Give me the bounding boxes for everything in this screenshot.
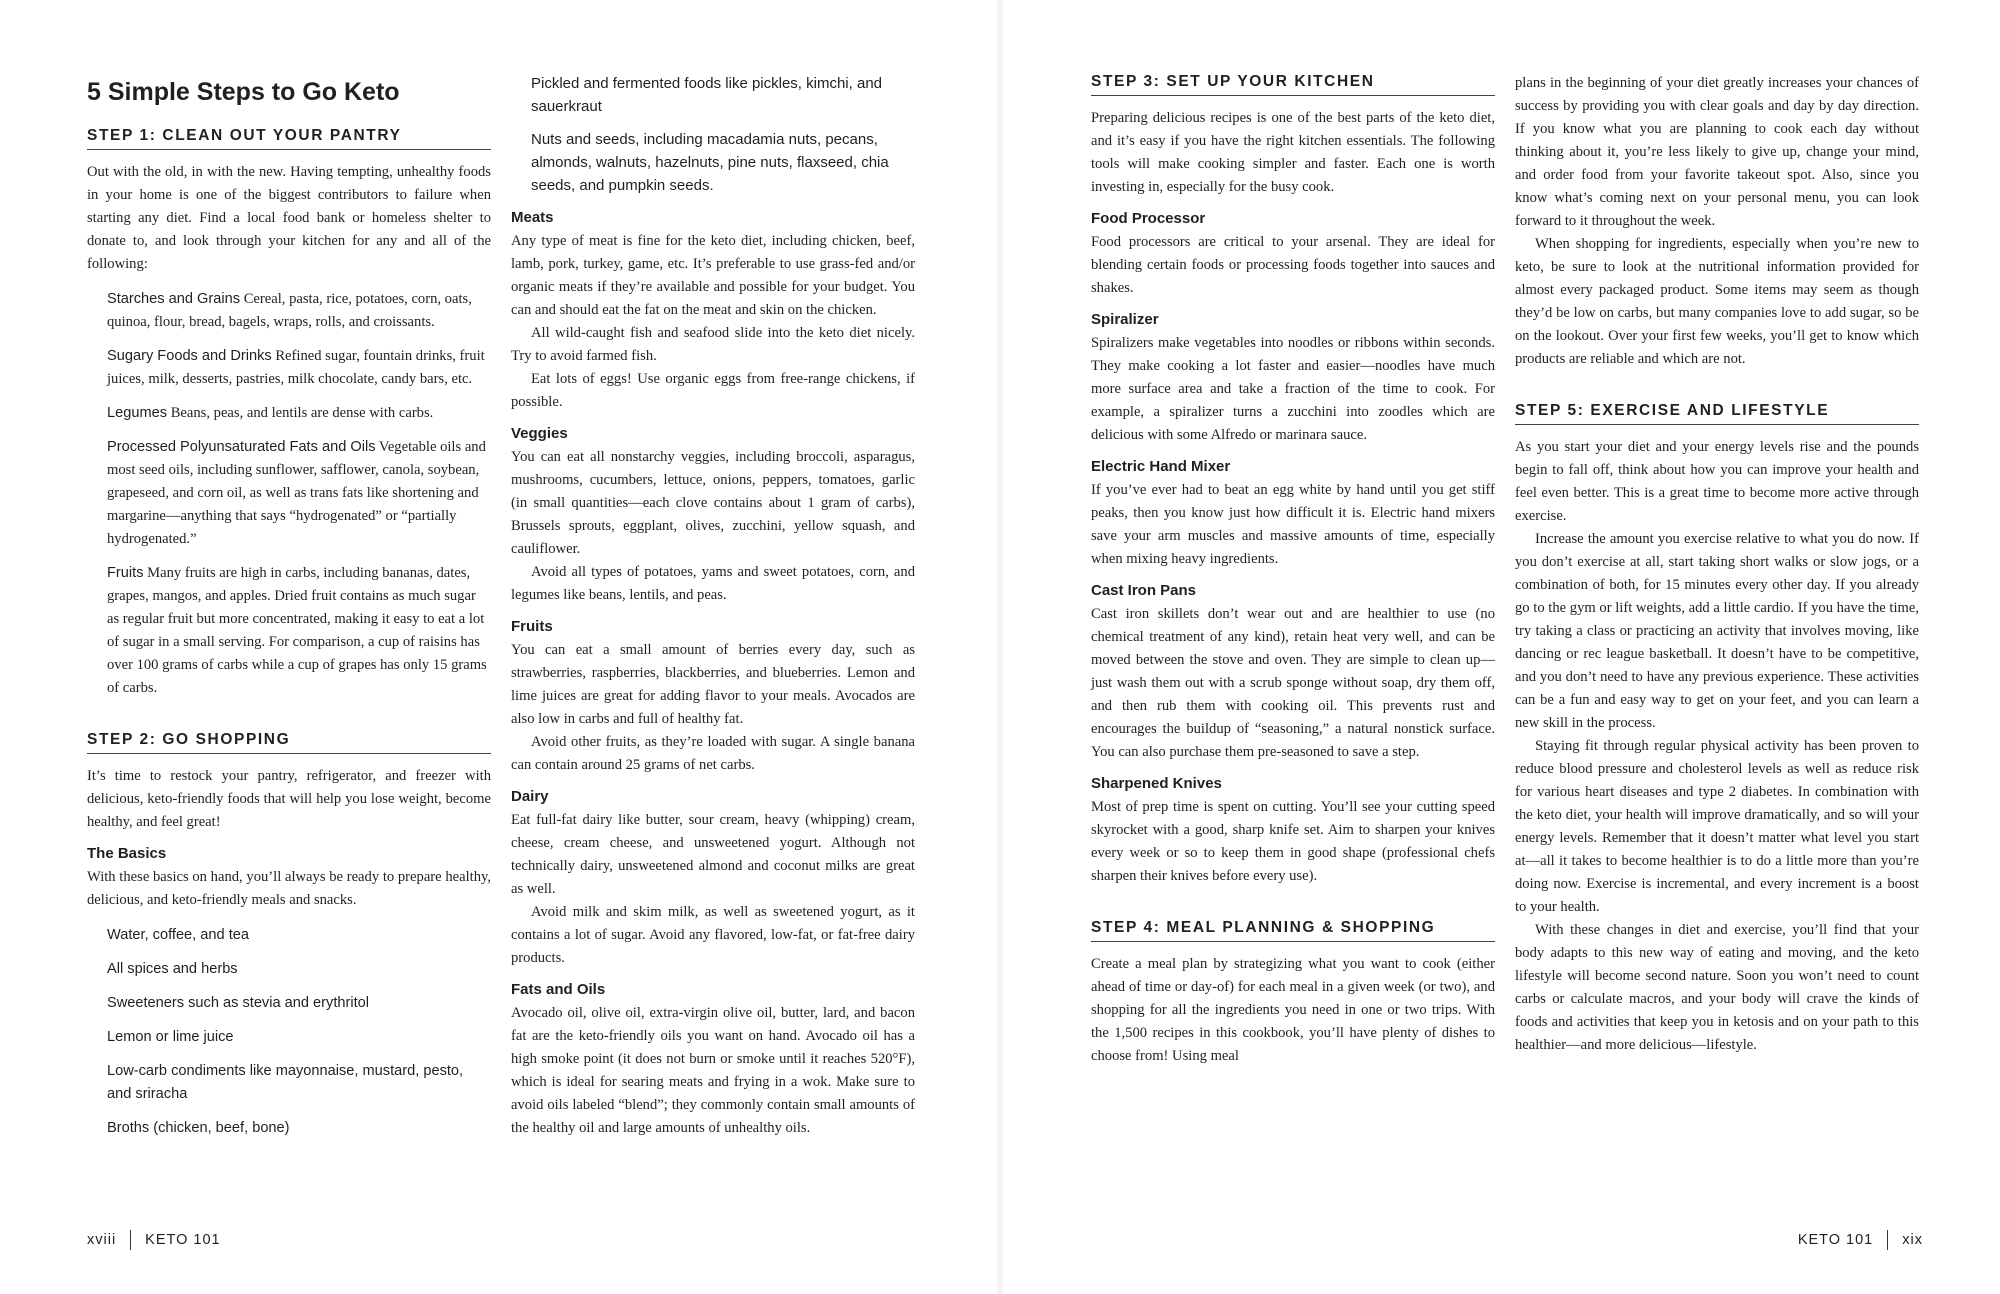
step-4-paragraph: When shopping for ingredients, especially when you’re new to keto, be sure to look at the nutritional information provided for almost every packaged product. Some items may seem as though they’d be low on carbs, but many companies love to add sugar, so be on the lookout. Over your first few weeks, you’ll get to know which products are reliable and which are not. (1515, 236, 1919, 367)
step-3-heading: STEP 3: SET UP YOUR KITCHEN (1091, 72, 1495, 96)
tool-text: If you’ve ever had to beat an egg white by hand until you get stiff peaks, then you know just how difficult it is. Electric hand mixers save your arm muscles and massive amounts of time, especially when mixing heavy ingredients. (1091, 482, 1495, 567)
tool-text: Most of prep time is spent on cutting. You’ll see your cutting speed skyrocket with a good, sharp knife set. Aim to sharpen your knives every week or so to keep them in good shape (professional chefs sharpen their knives before every use). (1091, 799, 1495, 884)
left-column-2 (511, 72, 915, 1140)
pantry-item-text: Refined sugar, fountain drinks, fruit juices, milk, desserts, pastries, milk chocolate, candy bars, etc. (107, 348, 485, 387)
pantry-item (107, 402, 491, 425)
tool-heading: Food Processor (1091, 210, 1206, 227)
basics-item: Broths (chicken, beef, bone) (107, 1120, 290, 1136)
pantry-item-text: Vegetable oils and most seed oils, including sunflower, safflower, canola, soybean, grapeseed, and corn oil, as well as trans fats like shortening and margarine—anything that says “hydrogenated” or “partially hydrogenated.” (107, 439, 486, 547)
page-title: 5 Simple Steps to Go Keto (87, 78, 400, 106)
tool-text: Spiralizers make vegetables into noodles or ribbons within seconds. They make cooking a lot faster and easier—noodles have much more surface area and take a fraction of the time to cook. For example, a spiralizer turns a zucchini into zoodles which are delicious with some Alfredo or marinara sauce. (1091, 335, 1495, 443)
step-5-paragraph: As you start your diet and your energy levels rise and the pounds begin to fall off, think about how you can improve your health and feel even better. This is a great time to become more active through exercise. (1515, 439, 1919, 524)
veggies-heading: Veggies (511, 425, 568, 442)
basics-item: Water, coffee, and tea (107, 927, 249, 943)
page-number: xix (1902, 1232, 1923, 1248)
dairy-heading: Dairy (511, 788, 549, 805)
tool-text: Cast iron skillets don’t wear out and are healthier to use (no chemical treatment of any kind), retain heat very well, and can be moved between the stove and oven. They are simple to clean up—just wash them out with a scrub sponge without soap, dry them off, and then rub them with cooking oil. This prevents rust and encourages the buildup of “seasoning,” a natural nonstick surface. You can also purchase them pre-seasoned to save a step. (1091, 606, 1495, 760)
step-5-heading: STEP 5: EXERCISE AND LIFESTYLE (1515, 401, 1919, 425)
pantry-item-label: Fruits (107, 565, 144, 581)
basics-intro: With these basics on hand, you’ll always be ready to prepare healthy, delicious, and keto-friendly meals and snacks. (87, 869, 491, 908)
pantry-item-label: Starches and Grains (107, 291, 241, 307)
meats-paragraph: Eat lots of eggs! Use organic eggs from free-range chickens, if possible. (511, 371, 915, 410)
fats-paragraph: Avocado oil, olive oil, extra-virgin olive oil, butter, lard, and bacon fat are the keto-friendly oils you want on hand. Avocado oil has a high smoke point (it does not burn or smoke until it reaches 520°F), which is ideal for searing meats and frying in a wok. Make sure to avoid oils labeled “blend”; they commonly contain small amounts of the healthy oil and large amounts of unhealthy oils. (511, 1005, 915, 1136)
running-head: KETO 101 (1797, 1232, 1874, 1248)
fruits-paragraph: Avoid other fruits, as they’re loaded with sugar. A single banana can contain around 25 grams of net carbs. (511, 734, 915, 773)
step-4-paragraph: Create a meal plan by strategizing what you want to cook (either ahead of time or day-of) for each meal in a given week (or two), and shopping for all the ingredients you need in one or two trips. With the 1,500 recipes in this cookbook, you’ll have plenty of dishes to choose from! Using meal (1091, 956, 1495, 1064)
page-number: xviii (87, 1232, 117, 1248)
basics-item: Sweeteners such as stevia and erythritol (107, 995, 370, 1011)
tool-heading: Spiralizer (1091, 311, 1159, 328)
left-column-1 (87, 72, 491, 1151)
step-1-heading: STEP 1: CLEAN OUT YOUR PANTRY (87, 126, 491, 150)
dairy-paragraph: Eat full-fat dairy like butter, sour cream, heavy (whipping) cream, cheese, cream cheese, and unsweetened yogurt. Although not technically dairy, unsweetened almond and coconut milks are great as well. (511, 812, 915, 897)
fruits-paragraph: You can eat a small amount of berries every day, such as strawberries, raspberries, blackberries, and blueberries. Lemon and lime juices are great for adding flavor to your meals. Avocados are also low in carbs and full of healthy fat. (511, 642, 915, 727)
basics-item: Low-carb condiments like mayonnaise, mustard, pesto, and sriracha (107, 1063, 464, 1102)
shopping-item: Nuts and seeds, including macadamia nuts, pecans, almonds, walnuts, hazelnuts, pine nuts, flaxseed, chia seeds, and pumpkin seeds. (531, 131, 889, 194)
pantry-item (107, 562, 491, 700)
running-head: KETO 101 (145, 1232, 221, 1248)
left-folio (87, 1230, 221, 1250)
pantry-item-label: Legumes (107, 405, 168, 421)
pantry-item (107, 345, 491, 391)
step-3-intro: Preparing delicious recipes is one of the best parts of the keto diet, and it’s easy if you have the right kitchen essentials. The following tools will make cooking simpler and faster. Each one is worth investing in, especially for the busy cook. (1091, 110, 1495, 195)
basics-list (87, 924, 491, 1140)
basics-heading: The Basics (87, 845, 167, 862)
tool-heading: Electric Hand Mixer (1091, 458, 1231, 475)
meats-paragraph: Any type of meat is fine for the keto diet, including chicken, beef, lamb, pork, turkey, game, etc. It’s preferable to use grass-fed and/or organic meats if they’re available and possible for your budget. You can and should eat the fat on the meat and skin on the chicken. (511, 233, 915, 318)
right-page (1000, 0, 2000, 1294)
pantry-item-label: Processed Polyunsaturated Fats and Oils (107, 439, 376, 455)
basics-item: All spices and herbs (107, 961, 238, 977)
right-column-1 (1091, 72, 1495, 1068)
basics-item: Lemon or lime juice (107, 1029, 234, 1045)
fats-heading: Fats and Oils (511, 981, 606, 998)
tool-heading: Sharpened Knives (1091, 775, 1222, 792)
right-column-2 (1515, 72, 1919, 1057)
step-5-paragraph: Increase the amount you exercise relative to what you do now. If you don’t exercise at all, start taking short walks or slow jogs, or a combination of both, for 15 minutes every other day. If you already go to the gym or lift weights, add a little cardio. If you have the time, try taking a class or practicing an activity that involves moving, like dancing or rec league basketball. It doesn’t have to be competitive, and you don’t need to have any previous experience. These activities can be a fun and easy way to get on your feet, and you can learn a new skill in the process. (1515, 531, 1919, 731)
step-4-heading: STEP 4: MEAL PLANNING & SHOPPING (1091, 918, 1495, 942)
pantry-item-text: Beans, peas, and lentils are dense with carbs. (167, 405, 434, 421)
step-2-intro: It’s time to restock your pantry, refrigerator, and freezer with delicious, keto-friendly foods that will help you lose weight, become healthy, and feel great! (87, 768, 491, 830)
shopping-item: Pickled and fermented foods like pickles, kimchi, and sauerkraut (531, 75, 883, 115)
pantry-item-text: Many fruits are high in carbs, including bananas, dates, grapes, mangos, and apples. Dried fruit contains as much sugar as regular fruit but more concentrated, making it easy to eat a lot of sugar in a small serving. For comparison, a cup of raisins has over 100 grams of carbs while a cup of grapes has only 15 grams of carbs. (107, 565, 487, 696)
step-4-paragraph-continued: plans in the beginning of your diet greatly increases your chances of success by providing you with clear goals and day by day direction. If you know what you are planning to cook each day without thinking about it, you’re less likely to give up, change your mind, and order food from your favorite takeout spot. Also, since you know what’s coming next on your personal menu, you can look forward to it throughout the week. (1515, 75, 1919, 229)
folio-divider (1887, 1230, 1888, 1250)
veggies-paragraph: Avoid all types of potatoes, yams and sweet potatoes, corn, and legumes like beans, lentils, and peas. (511, 564, 915, 603)
tool-heading: Cast Iron Pans (1091, 582, 1197, 599)
step-5-paragraph: With these changes in diet and exercise, you’ll find that your body adapts to this new way of eating and moving, and the keto lifestyle will become second nature. Soon you won’t need to count carbs or calculate macros, and your body will crave the kinds of foods and activities that keep you in ketosis and on your path to this healthier—and more delicious—lifestyle. (1515, 922, 1919, 1053)
meats-heading: Meats (511, 209, 554, 226)
step-5-paragraph: Staying fit through regular physical activity has been proven to reduce blood pressure and cholesterol levels as well as reduce risk for various heart diseases and type 2 diabetes. In combination with the keto diet, your health will improve dramatically, and so will your energy levels. Remember that it doesn’t matter what level you start at—all it takes to become healthier is to do a little more than you’re doing now. Exercise is incremental, and every increment is a boost to your health. (1515, 738, 1919, 915)
pantry-item-text: Cereal, pasta, rice, potatoes, corn, oats, quinoa, flour, bread, bagels, wraps, rolls, and croissants. (107, 291, 472, 330)
folio-divider (130, 1230, 131, 1250)
meats-paragraph: All wild-caught fish and seafood slide into the keto diet nicely. Try to avoid farmed fish. (511, 325, 915, 364)
step-1-intro: Out with the old, in with the new. Having tempting, unhealthy foods in your home is one of the biggest contributors to failure when starting any diet. Find a local food bank or homeless shelter to donate to, and look through your kitchen for any and all of the following: (87, 164, 491, 272)
tool-text: Food processors are critical to your arsenal. They are ideal for blending certain foods or processing foods together into sauces and shakes. (1091, 234, 1495, 296)
veggies-paragraph: You can eat all nonstarchy veggies, including broccoli, asparagus, mushrooms, cucumbers, lettuce, onions, peppers, tomatoes, garlic (in small quantities—each clove contains about 1 gram of carbs), Brussels sprouts, eggplant, olives, zucchini, yellow squash, and cauliflower. (511, 449, 915, 557)
fruits-heading: Fruits (511, 618, 553, 635)
step-2-heading: STEP 2: GO SHOPPING (87, 730, 491, 754)
pantry-item (107, 288, 491, 334)
pantry-item-label: Sugary Foods and Drinks (107, 348, 272, 364)
dairy-paragraph: Avoid milk and skim milk, as well as sweetened yogurt, as it contains a lot of sugar. Avoid any flavored, low-fat, or fat-free dairy products. (511, 904, 915, 966)
right-folio (1798, 1230, 1923, 1250)
pantry-item (107, 436, 491, 551)
